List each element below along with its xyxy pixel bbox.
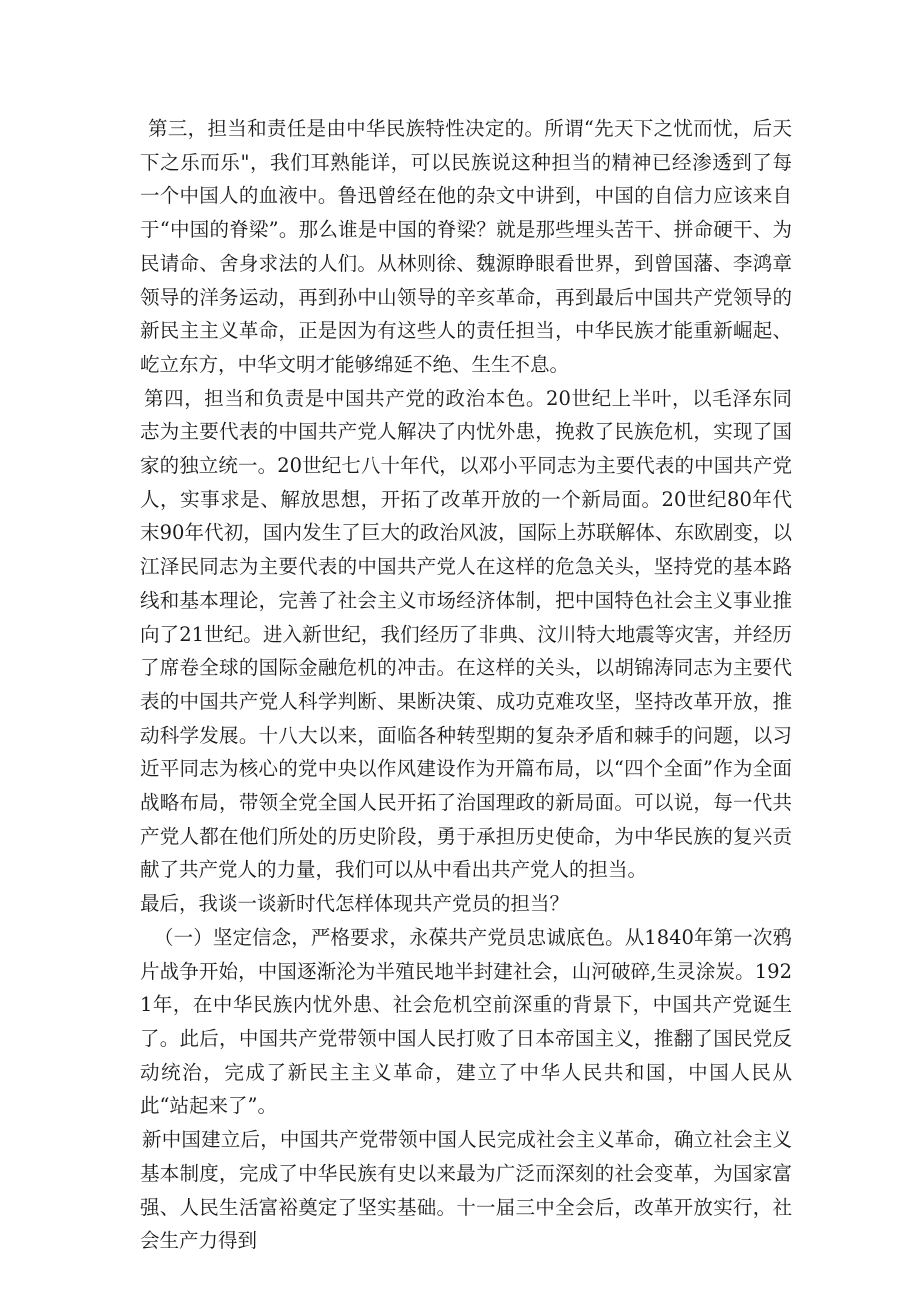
- document-page: [140, 112, 792, 1258]
- paragraph-third-point: 第三，担当和责任是由中华民族特性决定的。所谓“先天下之忧而忧，后天下之乐而乐"，我们耳熟能详，可以民族说这种担当的精神已经渗透到了每一个中国人的血液中。鲁迅曾经在他的杂文中讲到，中国的自信力应该来自于“中国的脊梁”。那么谁是中国的脊梁？就是那些埋头苦干、拼命硬干、为民请命、舍身求法的人们。从林则徐、魏源睁眼看世界，到曾国藩、李鸿章领导的洋务运动，再到孙中山领导的辛亥革命，再到最后中国共产党领导的新民主主义革命，正是因为有这些人的责任担当，中华民族才能重新崛起、屹立东方，中华文明才能够绵延不绝、生生不息。: [140, 117, 792, 376]
- paragraph-finally: 最后，我谈一谈新时代怎样体现共产党员的担当？: [140, 892, 570, 916]
- paragraph-section-one: （一）坚定信念，严格要求，永葆共产党员忠诚底色。从1840年第一次鸦片战争开始，中国逐渐沦为半殖民地半封建社会，山河破碎,生灵涂炭。1921年，在中华民族内忧外患、社会危机空前深重的背景下，中国共产党诞生了。此后，中国共产党带领中国人民打败了日本帝国主义，推翻了国民党反动统治，完成了新民主主义革命，建立了中华人民共和国，中国人民从此“站起来了”。: [140, 925, 792, 1118]
- paragraph-new-china: 新中国建立后，中国共产党带领中国人民完成社会主义革命，确立社会主义基本制度，完成了中华民族有史以来最为广泛而深刻的社会变革，为国家富强、人民生活富裕奠定了坚实基础。十一届三中全会后，改革开放实行，社会生产力得到: [140, 1128, 792, 1253]
- paragraph-fourth-point: 第四，担当和负责是中国共产党的政治本色。20世纪上半叶，以毛泽东同志为主要代表的中国共产党人解决了内忧外患，挽救了民族危机，实现了国家的独立统一。20世纪七八十年代，以邓小平同志为主要代表的中国共产党人，实事求是、解放思想，开拓了改革开放的一个新局面。20世纪80年代末90年代初，国内发生了巨大的政治风波，国际上苏联解体、东欧剧变，以江泽民同志为主要代表的中国共产党人在这样的危急关头，坚持党的基本路线和基本理论，完善了社会主义市场经济体制，把中国特色社会主义事业推向了21世纪。进入新世纪，我们经历了非典、汶川特大地震等灾害，并经历了席卷全球的国际金融危机的冲击。在这样的关头，以胡锦涛同志为主要代表的中国共产党人科学判断、果断决策、成功克难攻坚，坚持改革开放，推动科学发展。十八大以来，面临各种转型期的复杂矛盾和棘手的问题，以习近平同志为核心的党中央以作风建设作为开篇布局，以“四个全面”作为全面战略布局，带领全党全国人民开拓了治国理政的新局面。可以说，每一代共产党人都在他们所处的历史阶段，勇于承担历史使命，为中华民族的复兴贡献了共产党人的力量，我们可以从中看出共产党人的担当。: [140, 386, 792, 882]
